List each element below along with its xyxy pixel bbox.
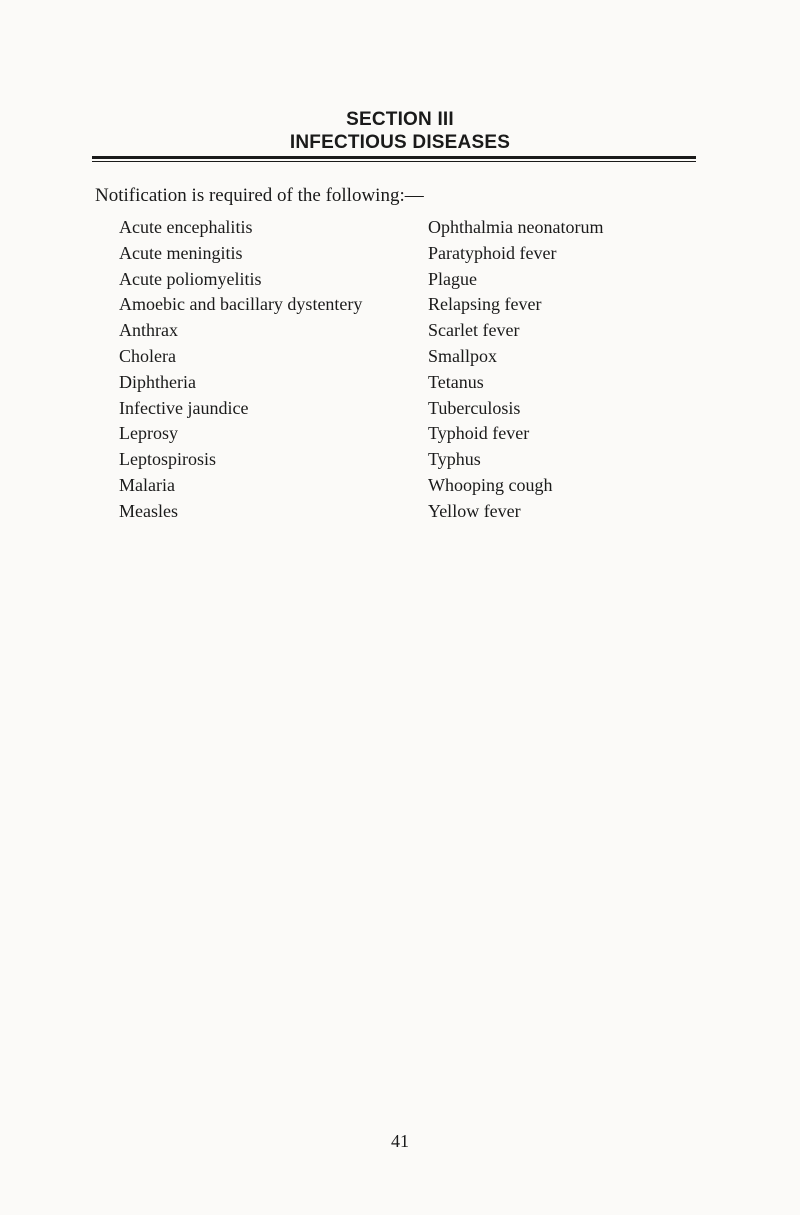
disease-item: Typhoid fever (428, 423, 530, 444)
disease-item: Leptospirosis (119, 449, 216, 470)
disease-item: Anthrax (119, 320, 178, 341)
disease-list-right (428, 215, 603, 525)
disease-item: Smallpox (428, 345, 498, 366)
disease-item: Amoebic and bacillary dystentery (119, 294, 363, 315)
disease-item: Acute encephalitis (119, 217, 253, 237)
disease-item: Measles (119, 500, 178, 521)
page-number: 41 (391, 1131, 409, 1151)
disease-item: Relapsing fever (428, 294, 542, 315)
disease-item: Infective jaundice (119, 397, 249, 418)
disease-item: Scarlet fever (428, 320, 520, 341)
heading-rule-thick (92, 156, 696, 159)
disease-list-left (119, 215, 362, 525)
disease-item: Ophthalmia neonatorum (428, 217, 604, 237)
disease-item: Whooping cough (428, 474, 553, 495)
section-title: INFECTIOUS DISEASES (289, 132, 511, 153)
disease-item: Tuberculosis (428, 397, 521, 418)
disease-item: Leprosy (119, 423, 178, 444)
disease-item: Cholera (119, 345, 176, 366)
disease-item: Yellow fever (428, 500, 521, 521)
disease-item: Malaria (119, 474, 175, 495)
heading-rule-thin (92, 161, 696, 162)
disease-item: Diphtheria (119, 371, 196, 392)
section-heading: SECTION III (346, 109, 454, 130)
disease-item: Typhus (428, 449, 481, 470)
disease-item: Tetanus (428, 371, 484, 392)
disease-item: Paratyphoid fever (428, 242, 557, 263)
intro-text: Notification is required of the following:— (95, 185, 424, 206)
disease-item: Acute poliomyelitis (119, 268, 262, 289)
disease-item: Acute meningitis (119, 242, 243, 263)
disease-item: Plague (428, 268, 477, 289)
